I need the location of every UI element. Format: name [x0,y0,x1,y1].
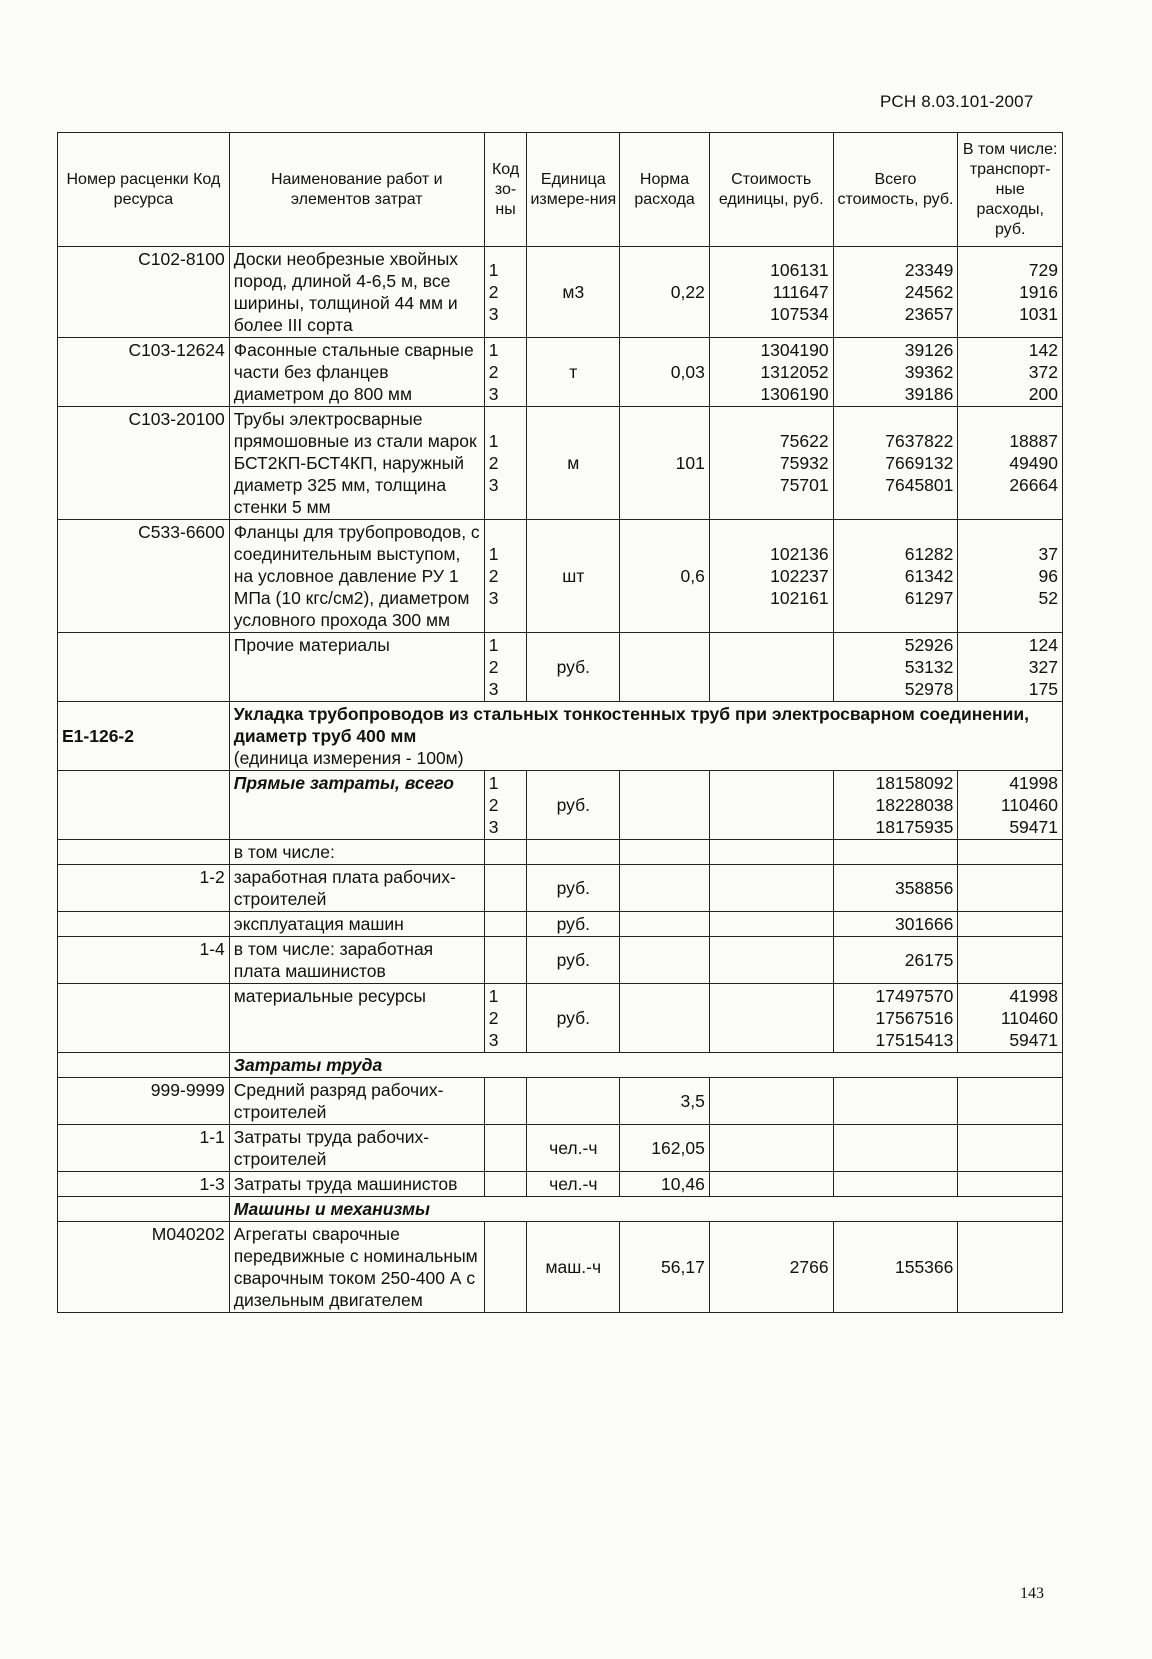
resource-code: 1-2 [58,865,230,912]
price-cell: 106131 111647 107534 [709,247,833,338]
table-row [58,633,1063,702]
total-cell: 26175 [833,937,958,984]
zone-cell: 1 2 3 [484,407,527,520]
resource-code: 1-1 [58,1125,230,1172]
resource-name: Прямые затраты, всего [229,771,484,840]
table-row [58,520,1063,633]
unit-cell: руб. [527,984,620,1053]
total-cell: 39126 39362 39186 [833,338,958,407]
page-number: 143 [1020,1585,1044,1602]
unit-cell: руб. [527,633,620,702]
resource-name: Агрегаты сварочные передвижные с номинальным сварочным током 250-400 А с дизельным двигателем [229,1222,484,1313]
document-code: РСН 8.03.101-2007 [880,92,1034,111]
zone-cell: 1 2 3 [484,247,527,338]
unit-cell: руб. [527,937,620,984]
transport-cell: 37 96 52 [958,520,1063,633]
column-header: В том числе: транспорт-ные расходы, руб. [958,133,1063,247]
price-cell: 102136 102237 102161 [709,520,833,633]
table-row [58,247,1063,338]
table-row [58,1125,1063,1172]
resource-code: С102-8100 [58,247,230,338]
unit-cell: м [527,407,620,520]
transport-cell: 41998 110460 59471 [958,984,1063,1053]
norm-cell: 0,22 [620,247,710,338]
table-row [58,984,1063,1053]
column-header: Единица измере-ния [527,133,620,247]
column-header: Стоимость единицы, руб. [709,133,833,247]
subsection-title: Затраты труда [229,1053,1062,1078]
transport-cell: 41998 110460 59471 [958,771,1063,840]
price-cell: 2766 [709,1222,833,1313]
section-title-cell [229,702,1062,771]
column-header: Всего стоимость, руб. [833,133,958,247]
unit-cell: руб. [527,771,620,840]
section-title: Укладка трубопроводов из стальных тонкостенных труб при электросварном соединении, диаметр труб 400 мм [233,704,1029,746]
unit-cell: чел.-ч [527,1172,620,1197]
resource-code: С533-6600 [58,520,230,633]
resource-name: заработная плата рабочих-строителей [229,865,484,912]
table-row [58,1222,1063,1313]
table-row [58,840,1063,865]
zone-cell: 1 2 3 [484,338,527,407]
resource-code [58,633,230,702]
rate-code: Е1-126-2 [58,702,230,771]
total-cell: 301666 [833,912,958,937]
table-row [58,1172,1063,1197]
section-header-row [58,702,1063,771]
transport-cell: 729 1916 1031 [958,247,1063,338]
column-header: Норма расхода [620,133,710,247]
resource-code [58,912,230,937]
resource-code: С103-20100 [58,407,230,520]
resource-name: Фланцы для трубопроводов, с соединительным выступом, на условное давление РУ 1 МПа (10 кгс/см2), диаметром условного прохода 300 мм [229,520,484,633]
total-cell: 155366 [833,1222,958,1313]
price-cell: 75622 75932 75701 [709,407,833,520]
resource-code: 1-4 [58,937,230,984]
resource-name: в том числе: заработная плата машинистов [229,937,484,984]
total-cell: 7637822 7669132 7645801 [833,407,958,520]
section-unit-note: (единица измерения - 100м) [233,748,464,768]
column-header: Наименование работ и элементов затрат [229,133,484,247]
price-cell [709,633,833,702]
resource-name: Доски необрезные хвойных пород, длиной 4-6,5 м, все ширины, толщиной 44 мм и более III сорта [229,247,484,338]
table-row [58,912,1063,937]
resource-name: Затраты труда машинистов [229,1172,484,1197]
zone-cell: 1 2 3 [484,633,527,702]
resource-name: эксплуатация машин [229,912,484,937]
subsection-row [58,1053,1063,1078]
unit-cell: руб. [527,912,620,937]
transport-cell: 142 372 200 [958,338,1063,407]
norm-cell [620,633,710,702]
norm-cell: 0,03 [620,338,710,407]
resource-code: 999-9999 [58,1078,230,1125]
table-row [58,407,1063,520]
norm-cell: 162,05 [620,1125,710,1172]
unit-cell: чел.-ч [527,1125,620,1172]
transport-cell: 124 327 175 [958,633,1063,702]
unit-cell: шт [527,520,620,633]
unit-cell: м3 [527,247,620,338]
zone-cell: 1 2 3 [484,520,527,633]
subsection-row [58,1197,1063,1222]
column-header: Номер расценки Код ресурса [58,133,230,247]
resource-code [58,771,230,840]
resource-name: в том числе: [229,840,484,865]
resource-name: Затраты труда рабочих-строителей [229,1125,484,1172]
norm-cell: 10,46 [620,1172,710,1197]
unit-cell: маш.-ч [527,1222,620,1313]
subsection-title: Машины и механизмы [229,1197,1062,1222]
resource-name: Средний разряд рабочих-строителей [229,1078,484,1125]
total-cell: 61282 61342 61297 [833,520,958,633]
resource-name: материальные ресурсы [229,984,484,1053]
norm-cell [620,771,710,840]
resource-name: Трубы электросварные прямошовные из стали марок БСТ2КП-БСТ4КП, наружный диаметр 325 мм, толщина стенки 5 мм [229,407,484,520]
resource-code: 1-3 [58,1172,230,1197]
total-cell: 52926 53132 52978 [833,633,958,702]
unit-cell: руб. [527,865,620,912]
resource-code: С103-12624 [58,338,230,407]
norm-cell: 101 [620,407,710,520]
total-cell: 358856 [833,865,958,912]
total-cell: 17497570 17567516 17515413 [833,984,958,1053]
price-cell [709,771,833,840]
unit-cell: т [527,338,620,407]
resource-code [58,984,230,1053]
norm-cell: 0,6 [620,520,710,633]
norm-cell: 3,5 [620,1078,710,1125]
table-row [58,937,1063,984]
rates-table [57,132,1063,1313]
table-row [58,771,1063,840]
norm-cell: 56,17 [620,1222,710,1313]
total-cell: 23349 24562 23657 [833,247,958,338]
resource-code [58,840,230,865]
price-cell: 1304190 1312052 1306190 [709,338,833,407]
table-row [58,338,1063,407]
resource-name: Фасонные стальные сварные части без фланцев диаметром до 800 мм [229,338,484,407]
transport-cell: 18887 49490 26664 [958,407,1063,520]
table-row [58,1078,1063,1125]
table-header-row [58,133,1063,247]
table-row [58,865,1063,912]
column-header: Код зо-ны [484,133,527,247]
zone-cell: 1 2 3 [484,984,527,1053]
resource-name: Прочие материалы [229,633,484,702]
total-cell: 18158092 18228038 18175935 [833,771,958,840]
resource-code: М040202 [58,1222,230,1313]
zone-cell: 1 2 3 [484,771,527,840]
